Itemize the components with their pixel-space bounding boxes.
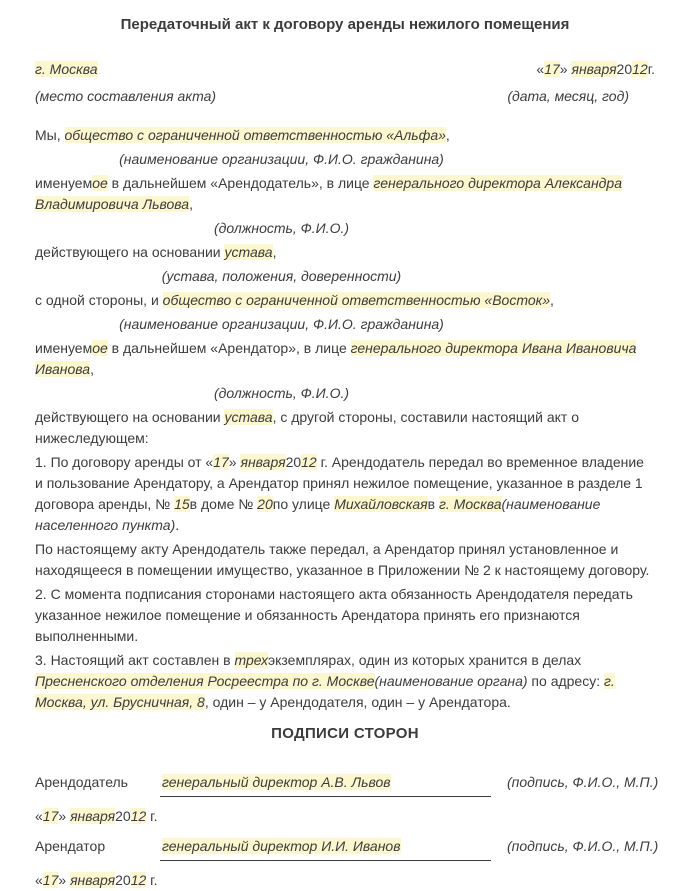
filled-field[interactable]: 12 (130, 808, 147, 824)
signature-party-label: Арендатор (35, 838, 106, 854)
text-segment: . (175, 517, 180, 533)
signature-date (35, 806, 655, 827)
text-segment: 20 (616, 61, 633, 77)
text-segment: Мы, (35, 127, 65, 143)
filled-field[interactable]: устава (224, 244, 273, 260)
place-date-row (35, 59, 655, 80)
filled-field[interactable]: Михайловская (334, 496, 428, 512)
filled-field[interactable]: 12 (632, 61, 648, 77)
paragraph (35, 290, 655, 311)
filled-field[interactable]: 20 (257, 496, 273, 512)
text-segment: 20 (115, 808, 131, 824)
filled-field[interactable]: генерального директора Александра Владимировича Львова (35, 175, 622, 212)
text-segment: по адресу: (527, 673, 604, 689)
text-segment: 1. По договору аренды от « (35, 454, 214, 470)
text-segment: « (35, 808, 43, 824)
text-segment: г. (146, 872, 158, 888)
document-title: Передаточный акт к договору аренды нежилого помещения (120, 16, 570, 33)
guide-text: (наименование органа) (374, 673, 528, 689)
text-segment: г. Арендодатель передал во временное владение и пользование Арендатору, а Арендатор принял нежилое помещение, указанное в разделе 1 договора аренды, № (35, 454, 644, 512)
filled-field[interactable]: Пресненского отделения Росреестра по г. Москве (35, 673, 375, 689)
filled-field[interactable]: ое (92, 175, 108, 191)
text-segment: , с другой стороны, составили настоящий акт о нижеследующем: (35, 409, 579, 446)
text-segment: в дальнейшем «Арендодатель», в лице (107, 175, 374, 191)
field-caption: (должность, Ф.И.О.) (213, 220, 350, 236)
text-segment: в дальнейшем «Арендатор», в лице (107, 340, 351, 356)
date-caption: (дата, месяц, год) (507, 88, 629, 104)
paragraph (35, 539, 655, 581)
text-segment: , один – у Арендодателя, один – у Арендатора. (204, 694, 511, 710)
text-segment: 20 (285, 454, 302, 470)
text-segment: по улице (272, 496, 335, 512)
filled-field[interactable]: 17 (213, 454, 229, 470)
filled-field[interactable]: 12 (301, 454, 317, 470)
paragraph (35, 650, 655, 713)
filled-field[interactable]: устава (224, 409, 273, 425)
text-segment: действующего на основании (35, 409, 225, 425)
text-segment: , (272, 244, 277, 260)
signature-row (35, 836, 659, 861)
field-caption: (устава, положения, доверенности) (161, 268, 402, 284)
paragraph (35, 584, 655, 647)
signature-party-label: Арендодатель (35, 774, 128, 790)
text-segment: в доме № (189, 496, 258, 512)
text-segment: » (58, 808, 71, 824)
signature-field[interactable] (160, 772, 491, 797)
text-segment: г. (146, 808, 158, 824)
filled-field[interactable]: января (70, 872, 116, 888)
paragraph (35, 242, 655, 263)
signature-guide: (подпись, Ф.И.О., М.П.) (507, 838, 659, 854)
text-segment: с одной стороны, и (35, 292, 163, 308)
filled-field[interactable]: общество с ограниченной ответственностью «Альфа» (64, 127, 446, 143)
text-segment: г. (647, 61, 655, 77)
date-line (536, 59, 655, 80)
paragraph (35, 452, 655, 536)
filled-field[interactable]: генеральный директор А.В. Львов (162, 774, 391, 790)
filled-field[interactable]: общество с ограниченной ответственностью «Восток» (162, 292, 551, 308)
field-caption: (наименование организации, Ф.И.О. гражданина) (119, 151, 444, 167)
text-segment: , (445, 127, 450, 143)
place-line (35, 59, 98, 80)
text-segment: именуем (35, 340, 93, 356)
filled-field[interactable]: января (70, 808, 116, 824)
field-caption: (наименование организации, Ф.И.О. гражданина) (119, 316, 444, 332)
paragraph (35, 338, 655, 380)
place-caption: (место составления акта) (35, 88, 217, 104)
text-segment: в (427, 496, 439, 512)
field-captions-row (35, 86, 655, 107)
filled-field[interactable]: января (240, 454, 286, 470)
field-caption: (должность, Ф.И.О.) (213, 385, 350, 401)
signature-date (35, 870, 655, 891)
filled-field[interactable]: генеральный директор И.И. Иванов (162, 838, 401, 854)
signatures-heading: ПОДПИСИ СТОРОН (271, 725, 419, 742)
text-segment: 20 (115, 872, 131, 888)
filled-field[interactable]: ое (92, 340, 108, 356)
filled-field[interactable]: трех (234, 652, 268, 668)
filled-field[interactable]: января (571, 61, 617, 77)
filled-field[interactable]: г. Москва, ул. Брусничная, 8 (35, 673, 615, 710)
text-segment: » (58, 872, 71, 888)
paragraph (35, 173, 655, 215)
paragraph (35, 407, 655, 449)
filled-field[interactable]: 15 (174, 496, 190, 512)
text-segment: По настоящему акту Арендодатель также передал, а Арендатор принял установленное и находящееся в помещении имущество, указанное в Приложении № 2 к настоящему договору. (35, 541, 650, 578)
paragraph (35, 125, 655, 146)
text-segment: действующего на основании (35, 244, 225, 260)
text-segment: , (90, 361, 94, 377)
text-segment: 3. Настоящий акт составлен в (35, 652, 235, 668)
signature-row (35, 772, 659, 797)
signature-field[interactable] (160, 836, 491, 861)
text-segment: именуем (35, 175, 93, 191)
filled-field[interactable]: генерального директора Ивана Ивановича Иванова (35, 340, 637, 377)
text-segment: , (550, 292, 554, 308)
text-segment: , (189, 196, 193, 212)
text-segment: « (35, 872, 43, 888)
filled-field[interactable]: г. Москва (35, 61, 98, 77)
text-segment: 2. С момента подписания сторонами настоящего акта обязанность Арендодателя передать указанное нежилое помещение и обязанность Арендатора принять его признаются выполненными. (35, 586, 633, 644)
guide-text: (наименование населенного пункта) (35, 496, 601, 533)
filled-field[interactable]: г. Москва (438, 496, 502, 512)
text-segment: » (559, 61, 572, 77)
filled-field[interactable]: 17 (42, 808, 59, 824)
text-segment: экземплярах, один из которых хранится в делах (267, 652, 582, 668)
signature-guide: (подпись, Ф.И.О., М.П.) (507, 774, 659, 790)
text-segment: « (536, 61, 545, 77)
document-blocks (35, 59, 659, 891)
filled-field[interactable]: 17 (544, 61, 560, 77)
text-segment: » (228, 454, 241, 470)
filled-field[interactable]: 17 (42, 872, 59, 888)
filled-field[interactable]: 12 (130, 872, 147, 888)
